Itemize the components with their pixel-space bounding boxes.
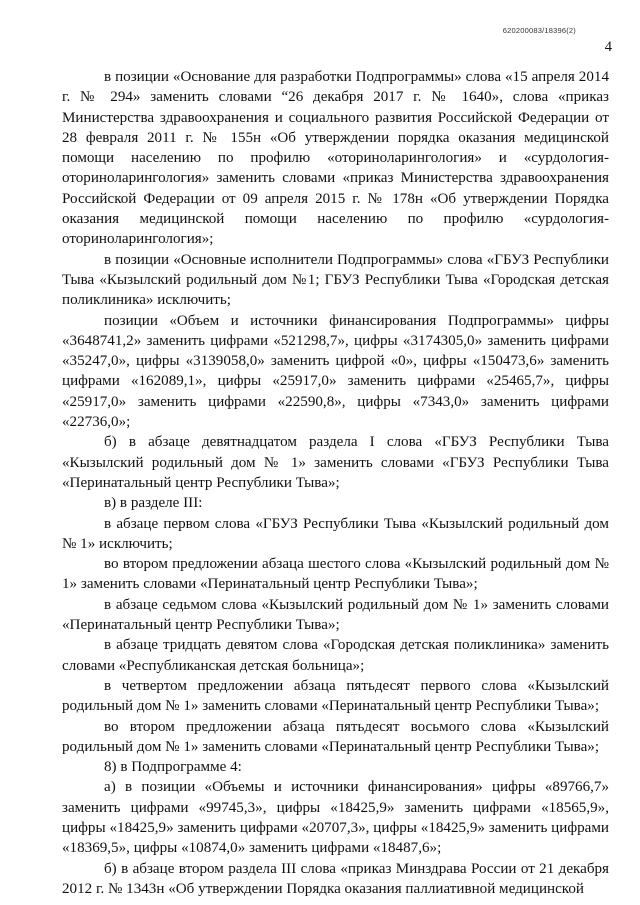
paragraph: в позиции «Основание для разработки Подпрограммы» слова «15 апреля 2014 г. № 294» заменить словами “26 декабря 2017 г. № 1640», слова «приказ Министерства здравоохранения и социального развития Российской Федерации от 28 февраля 2011 г. № 155н «Об утверждении порядка оказания медицинской помощи населению по профилю «оториноларингология» и «сурдология-оториноларингология» заменить словами «приказ Министерства здравоохранения Российской Федерации от 09 апреля 2015 г. № 178н «Об утверждении Порядка оказания медицинской помощи населению по профилю «сурдология-оториноларингология»; — [62, 69, 609, 248]
paragraph: б) в абзаце девятнадцатом раздела I слова «ГБУЗ Республики Тыва «Кызылский родильный дом № 1» заменить словами «ГБУЗ Республики Тыва «Перинатальный центр Республики Тыва»; — [62, 434, 609, 491]
paragraph: во втором предложении абзаца шестого слова «Кызылский родильный дом № 1» заменить словами «Перинатальный центр Республики Тыва»; — [62, 556, 609, 593]
paragraph: 8) в Подпрограмме 4: — [104, 759, 242, 776]
paragraph: во втором предложении абзаца пятьдесят восьмого слова «Кызылский родильный дом № 1» заменить словами «Перинатальный центр Республики Тыва»; — [62, 718, 609, 755]
page-number: 4 — [604, 39, 612, 55]
paragraph: в абзаце тридцать девятом слова «Городская детская поликлиника» заменить словами «Республиканская детская больница»; — [62, 637, 609, 674]
paragraph: в) в разделе III: — [104, 495, 203, 512]
paragraph: в абзаце первом слова «ГБУЗ Республики Тыва «Кызылский родильный дом № 1» исключить; — [62, 515, 609, 552]
paragraph: в позиции «Основные исполнители Подпрограммы» слова «ГБУЗ Республики Тыва «Кызылский родильный дом №1; ГБУЗ Республики Тыва «Городская детская поликлиника» исключить; — [62, 251, 609, 309]
paragraph: позиции «Объем и источники финансирования Подпрограммы» цифры «3648741,2» заменить цифрами «521298,7», цифры «3174305,0» заменить цифрами «35247,0», цифры «3139058,0» заменить цифрой «0», цифры «150473,6» заменить цифрами «162089,1», цифры «25917,0» заменить цифрами «25465,7», цифры «25917,0» заменить цифрами «22590,8», цифры «7343,0» заменить цифрами «22736,0»; — [62, 312, 609, 431]
document-body — [62, 67, 609, 899]
paragraph: б) в абзаце втором раздела III слова «приказ Минздрава России от 21 декабря 2012 г. № 1343н «Об утверждении Порядка оказания паллиативной медицинской — [62, 860, 609, 897]
document-id: 620200083/18396(2) — [502, 26, 576, 35]
paragraph: в четвертом предложении абзаца пятьдесят первого слова «Кызылский родильный дом № 1» заменить словами «Перинатальный центр Республики Тыва»; — [62, 677, 609, 715]
paragraph: а) в позиции «Объемы и источники финансирования» цифры «89766,7» заменить цифрами «99745,3», цифры «18425,9» заменить цифрами «18565,9», цифры «18425,9» заменить цифрами «20707,3», цифры «18425,9» заменить цифрами «18369,5», цифры «10874,0» заменить цифрами «18487,6»; — [62, 779, 609, 857]
paragraph: в абзаце седьмом слова «Кызылский родильный дом № 1» заменить словами «Перинатальный центр Республики Тыва»; — [62, 596, 609, 634]
